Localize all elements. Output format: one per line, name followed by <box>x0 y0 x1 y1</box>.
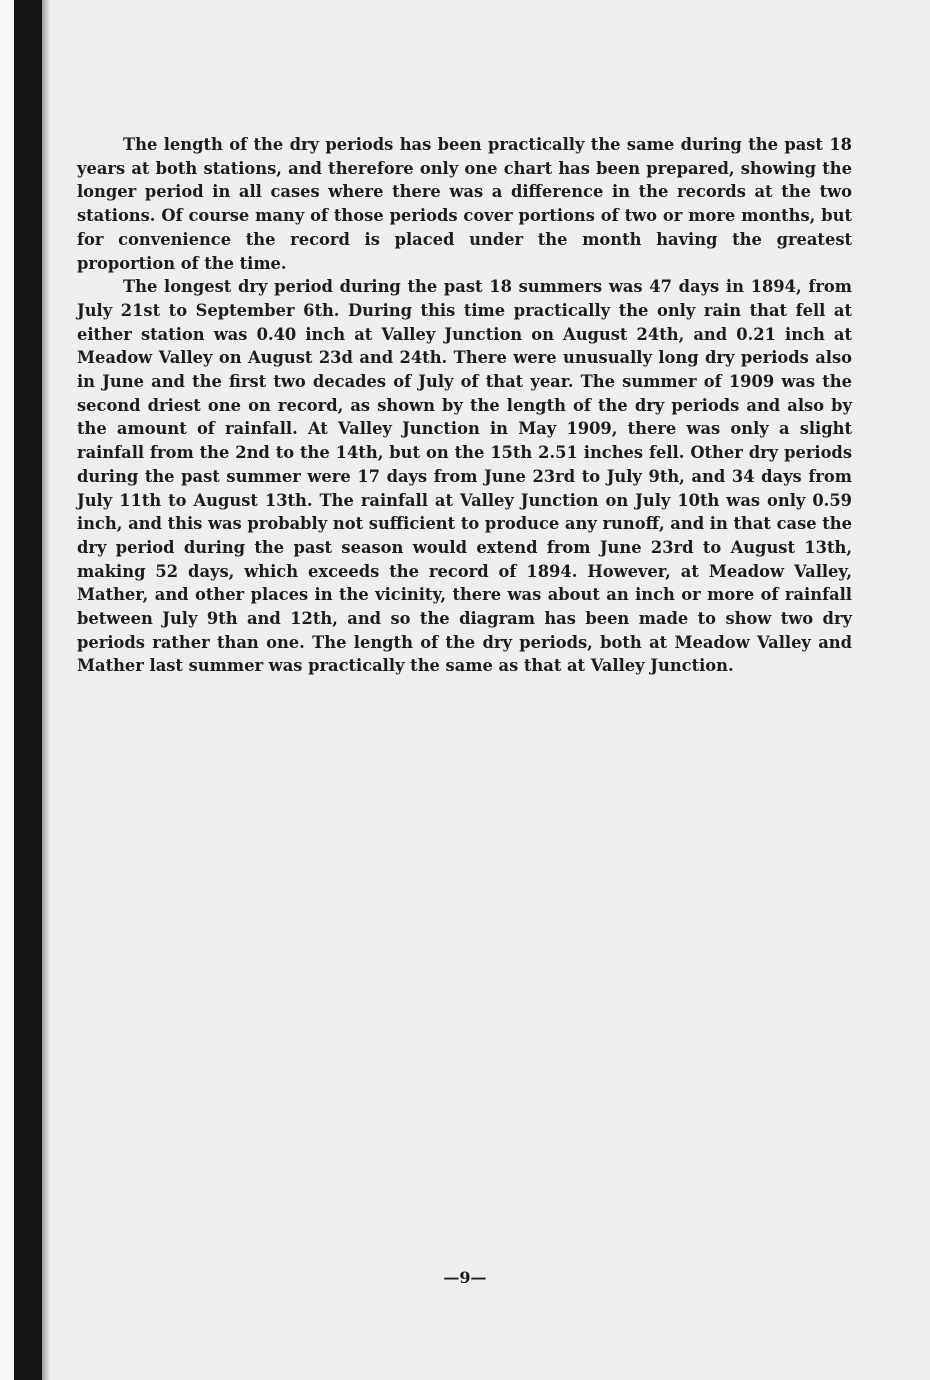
binding-edge <box>14 0 42 1380</box>
page-number: —9— <box>443 1268 487 1287</box>
paragraph-1: The length of the dry periods has been practically the same during the past 18 years at both stations, and therefore only one chart has been prepared, showing the longer period in all cases where there was a difference in the records at the two stations. Of course many of those periods cover portions of two or more months, but for convenience the record is placed under the month having the greatest proportion of the time. <box>77 135 852 273</box>
page-left-margin <box>0 0 14 1380</box>
body-text <box>77 133 852 678</box>
paragraph-2: The longest dry period during the past 18 summers was 47 days in 1894, from July 21st to September 6th. During this time practically the only rain that fell at either station was 0.40 inch at Valley Junction on August 24th, and 0.21 inch at Meadow Valley on August 23d and 24th. There were unusually long dry periods also in June and the first two decades of July of that year. The summer of 1909 was the second driest one on record, as shown by the length of the dry periods and also by the amount of rainfall. At Valley Junction in May 1909, there was only a slight rainfall from the 2nd to the 14th, but on the 15th 2.51 inches fell. Other dry periods during the past summer were 17 days from June 23rd to July 9th, and 34 days from July 11th to August 13th. The rainfall at Valley Junction on July 10th was only 0.59 inch, and this was probably not sufficient to produce any runoff, and in that case the dry period during the past season would extend from June 23rd to August 13th, making 52 days, which exceeds the record of 1894. However, at Meadow Valley, Mather, and other places in the vicinity, there was about an inch or more of rainfall between July 9th and 12th, and so the diagram has been made to show two dry periods rather than one. The length of the dry periods, both at Meadow Valley and Mather last summer was practically the same as that at Valley Junction. <box>77 277 852 676</box>
binding-shadow <box>42 0 50 1380</box>
